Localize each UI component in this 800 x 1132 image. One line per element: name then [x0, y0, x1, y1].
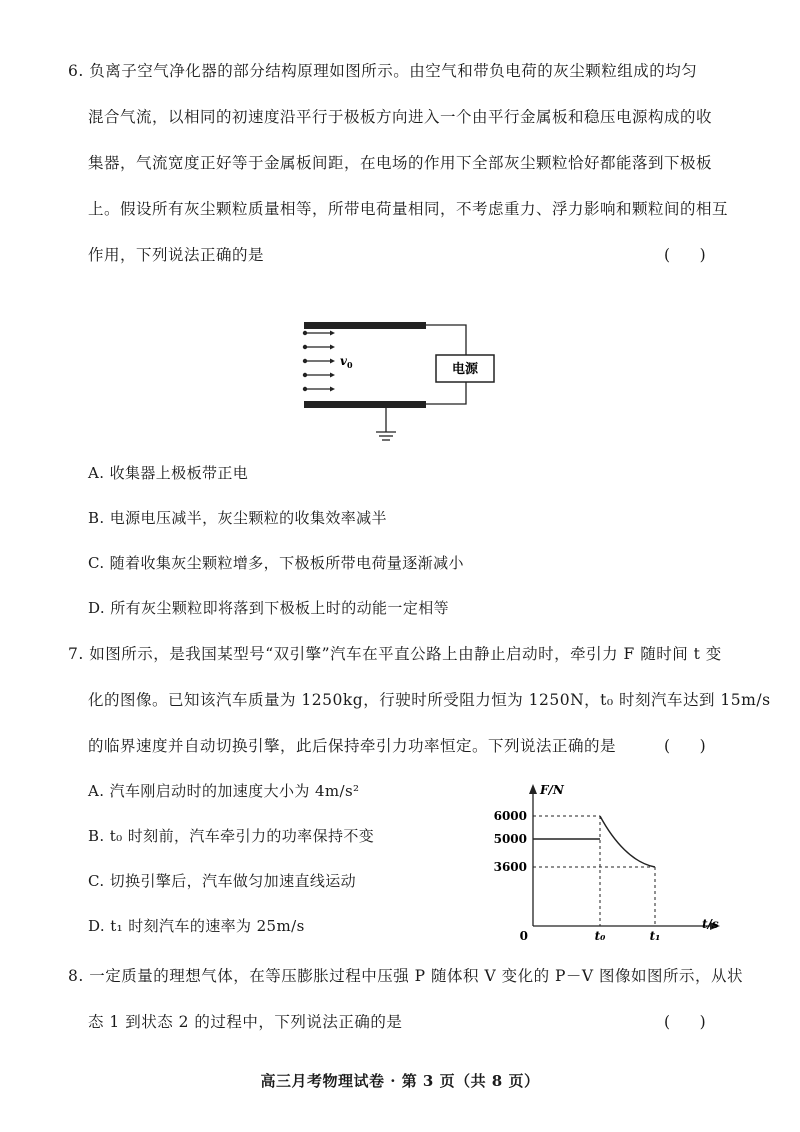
power-supply-label: 电源: [451, 362, 479, 377]
page-footer: 高三月考物理试卷 · 第 3 页（共 8 页）: [260, 1072, 540, 1090]
q7-text-line-3: 的临界速度并自动切换引擎，此后保持牵引力功率恒定。下列说法正确的是: [88, 737, 617, 755]
q6-line-1: [68, 60, 697, 82]
q8-text-line-2: 态 1 到状态 2 的过程中，下列说法正确的是: [88, 1013, 403, 1031]
q7-answer-paren: ( ): [664, 737, 706, 755]
q6-number: 6.: [68, 62, 84, 80]
lower-plate: [304, 401, 426, 408]
y-tick-label-6000: 6000: [493, 809, 527, 823]
y-axis-arrow: [529, 784, 537, 794]
velocity-label: $v_0$: [340, 354, 353, 370]
q6-option-d: D. 所有灰尘颗粒即将落到下极板上时的动能一定相等: [88, 599, 450, 617]
q6-option-b: B. 电源电压减半，灰尘颗粒的收集效率减半: [88, 509, 387, 527]
lower-wire: [426, 382, 466, 404]
q6-text-line-1: 负离子空气净化器的部分结构原理如图所示。由空气和带负电荷的灰尘颗粒组成的均匀: [89, 62, 698, 80]
q6-text-line-4: 上。假设所有灰尘颗粒质量相等，所带电荷量相同，不考虑重力、浮力影响和颗粒间的相互: [88, 200, 729, 218]
force-decreasing-curve: [600, 816, 655, 867]
q7-option-c: C. 切换引擎后，汽车做匀加速直线运动: [88, 872, 357, 890]
q7-text-line-2: 化的图像。已知该汽车质量为 1250kg，行驶时所受阻力恒为 1250N，t₀ 时刻汽车达到 15m/s: [88, 691, 771, 709]
q7-option-d: D. t₁ 时刻汽车的速率为 25m/s: [88, 917, 305, 935]
q7-number: 7.: [68, 645, 84, 663]
q8-text-line-1: 一定质量的理想气体，在等压膨胀过程中压强 P 随体积 V 变化的 P－V 图像如图所示，从状: [89, 967, 744, 985]
origin-label: 0: [519, 929, 528, 943]
q8-number: 8.: [68, 967, 84, 985]
q7-text-line-1: 如图所示，是我国某型号“双引擎”汽车在平直公路上由静止启动时，牵引力 F 随时间 t 变: [89, 645, 722, 663]
y-axis-label: F/N: [540, 783, 564, 797]
q6-text-line-5: 作用，下列说法正确的是: [88, 246, 265, 264]
q7-option-b: B. t₀ 时刻前，汽车牵引力的功率保持不变: [88, 827, 375, 845]
ground-icon: [376, 432, 396, 440]
y-tick-label-5000: 5000: [493, 832, 527, 846]
q6-option-a: A. 收集器上极板带正电: [88, 464, 249, 482]
y-tick-label-3600: 3600: [493, 860, 527, 874]
collector-diagram: [290, 300, 500, 460]
force-time-chart: [480, 780, 730, 945]
x-axis-label: t/s: [702, 917, 719, 931]
q6-text-line-3: 集器，气流宽度正好等于金属板间距，在电场的作用下全部灰尘颗粒恰好都能落到下极板: [88, 154, 713, 172]
q8-answer-paren: ( ): [664, 1013, 706, 1031]
x-tick-label-1: t₁: [649, 929, 661, 943]
q6-option-c: C. 随着收集灰尘颗粒增多，下极板所带电荷量逐渐减小: [88, 554, 464, 572]
upper-plate: [304, 322, 426, 329]
particle-arrows: [303, 331, 335, 392]
q7-line-1: [68, 643, 722, 665]
q8-line-1: [68, 965, 743, 987]
q6-answer-paren: ( ): [664, 246, 706, 264]
x-tick-label-0: t₀: [594, 929, 606, 943]
q7-option-a: A. 汽车刚启动时的加速度大小为 4m/s²: [88, 782, 360, 800]
upper-wire: [426, 325, 466, 355]
q6-text-line-2: 混合气流，以相同的初速度沿平行于极板方向进入一个由平行金属板和稳压电源构成的收: [88, 108, 713, 126]
